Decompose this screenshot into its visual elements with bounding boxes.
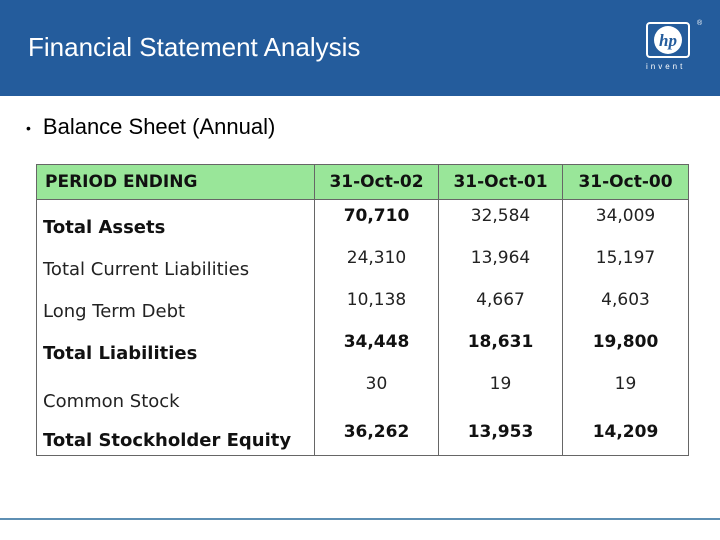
bullet-dot-icon: • xyxy=(26,120,31,137)
cell-value: 18,631 xyxy=(439,326,563,368)
hp-logo-icon xyxy=(646,22,690,58)
table-row xyxy=(37,200,689,242)
hp-logo-tagline: invent xyxy=(646,62,686,71)
bullet-text: Balance Sheet (Annual) xyxy=(42,114,276,139)
column-header-2002: 31-Oct-02 xyxy=(315,165,439,200)
column-header-period: PERIOD ENDING xyxy=(37,165,315,200)
row-label-total-current-liabilities: Total Current Liabilities xyxy=(37,242,315,284)
cell-value: 32,584 xyxy=(439,200,563,242)
table-header-row xyxy=(37,165,689,200)
cell-value: 19 xyxy=(563,368,689,416)
row-label-long-term-debt: Long Term Debt xyxy=(37,284,315,326)
cell-value: 24,310 xyxy=(315,242,439,284)
cell-value: 10,138 xyxy=(315,284,439,326)
cell-value: 14,209 xyxy=(563,416,689,456)
slide-title: Financial Statement Analysis xyxy=(28,32,361,62)
footer-divider xyxy=(0,518,720,520)
slide-header xyxy=(0,0,720,96)
cell-value: 15,197 xyxy=(563,242,689,284)
registered-mark: ® xyxy=(697,20,703,27)
table-row xyxy=(37,284,689,326)
column-header-2001: 31-Oct-01 xyxy=(439,165,563,200)
cell-value: 34,009 xyxy=(563,200,689,242)
cell-value: 34,448 xyxy=(315,326,439,368)
row-label-total-stockholder-equity: Total Stockholder Equity xyxy=(37,416,315,456)
row-label-total-liabilities: Total Liabilities xyxy=(37,326,315,368)
cell-value: 13,964 xyxy=(439,242,563,284)
column-header-2000: 31-Oct-00 xyxy=(563,165,689,200)
hp-logo-text: hp xyxy=(659,31,677,50)
cell-value: 4,603 xyxy=(563,284,689,326)
cell-value: 13,953 xyxy=(439,416,563,456)
row-label-common-stock: Common Stock xyxy=(37,368,315,416)
balance-sheet-table xyxy=(36,164,689,456)
cell-value: 19 xyxy=(439,368,563,416)
table-row xyxy=(37,416,689,456)
table-row xyxy=(37,326,689,368)
cell-value: 30 xyxy=(315,368,439,416)
bullet-item xyxy=(26,114,275,140)
cell-value: 70,710 xyxy=(315,200,439,242)
cell-value: 19,800 xyxy=(563,326,689,368)
table-row xyxy=(37,368,689,416)
cell-value: 36,262 xyxy=(315,416,439,456)
cell-value: 4,667 xyxy=(439,284,563,326)
table-row xyxy=(37,242,689,284)
row-label-total-assets: Total Assets xyxy=(37,200,315,242)
